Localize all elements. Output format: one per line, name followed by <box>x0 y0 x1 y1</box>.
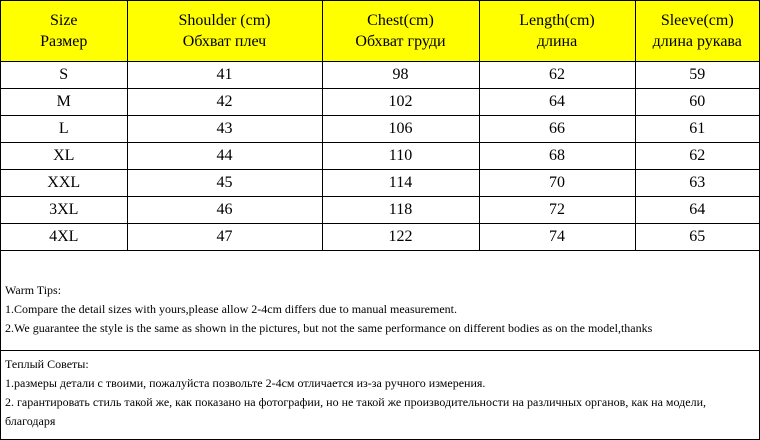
cell-length: 64 <box>479 89 635 116</box>
header-length-ru: длина <box>536 33 578 50</box>
cell-chest: 110 <box>322 143 479 170</box>
table-row <box>1 224 759 251</box>
cell-chest: 102 <box>322 89 479 116</box>
cell-length: 62 <box>479 62 635 89</box>
cell-length: 68 <box>479 143 635 170</box>
cell-size: L <box>1 116 127 143</box>
cell-size: S <box>1 62 127 89</box>
warm-tips-title: Warm Tips: <box>5 283 62 297</box>
header-shoulder-ru: Обхват плеч <box>182 33 267 50</box>
cell-sleeve: 64 <box>635 197 759 224</box>
cell-chest: 106 <box>322 116 479 143</box>
cell-sleeve: 65 <box>635 224 759 251</box>
cell-chest: 122 <box>322 224 479 251</box>
table-row <box>1 116 759 143</box>
cell-size: XXL <box>1 170 127 197</box>
cell-chest: 98 <box>322 62 479 89</box>
cell-chest: 114 <box>322 170 479 197</box>
header-size-en: Size <box>49 12 78 29</box>
warm-tip-ru-1: 1.размеры детали с твоими, пожалуйста позвольте 2-4см отличается из-за ручного измерения. <box>5 376 486 390</box>
warm-tip-1: 1.Compare the detail sizes with yours,please allow 2-4cm differs due to manual measurement. <box>5 302 457 316</box>
header-chest-en: Chest(cm) <box>367 12 434 29</box>
cell-length: 66 <box>479 116 635 143</box>
header-size <box>1 1 127 62</box>
header-length <box>479 1 635 62</box>
warm-tip-ru-2: 2. гарантировать стиль такой же, как показано на фотографии, но не такой же производительности на различных органов, как на модели, благодаря <box>5 395 706 428</box>
cell-sleeve: 63 <box>635 170 759 197</box>
cell-shoulder: 45 <box>127 170 322 197</box>
cell-size: 4XL <box>1 224 127 251</box>
cell-shoulder: 46 <box>127 197 322 224</box>
warm-tip-2: 2.We guarantee the style is the same as shown in the pictures, but not the same performance on different bodies as on the model,thanks <box>5 321 653 335</box>
header-chest <box>322 1 479 62</box>
warm-tips-ru <box>1 351 759 439</box>
cell-length: 72 <box>479 197 635 224</box>
cell-shoulder: 43 <box>127 116 322 143</box>
header-size-ru: Размер <box>40 33 88 50</box>
table-row <box>1 62 759 89</box>
cell-sleeve: 62 <box>635 143 759 170</box>
header-chest-ru: Обхват груди <box>355 33 446 50</box>
cell-length: 74 <box>479 224 635 251</box>
cell-shoulder: 41 <box>127 62 322 89</box>
header-sleeve <box>635 1 759 62</box>
cell-shoulder: 42 <box>127 89 322 116</box>
table-row <box>1 143 759 170</box>
header-shoulder <box>127 1 322 62</box>
warm-tips-ru-title: Теплый Советы: <box>5 357 89 371</box>
cell-size: M <box>1 89 127 116</box>
warm-tips-en <box>1 277 759 351</box>
table-row <box>1 197 759 224</box>
cell-size: XL <box>1 143 127 170</box>
cell-chest: 118 <box>322 197 479 224</box>
header-shoulder-en: Shoulder (cm) <box>178 12 271 29</box>
size-table <box>1 1 759 251</box>
header-length-en: Length(cm) <box>519 12 595 29</box>
cell-shoulder: 44 <box>127 143 322 170</box>
cell-sleeve: 60 <box>635 89 759 116</box>
cell-shoulder: 47 <box>127 224 322 251</box>
header-sleeve-ru: длина рукава <box>652 33 742 50</box>
table-row <box>1 89 759 116</box>
cell-sleeve: 61 <box>635 116 759 143</box>
table-row <box>1 170 759 197</box>
cell-size: 3XL <box>1 197 127 224</box>
header-sleeve-en: Sleeve(cm) <box>660 12 734 29</box>
table-header-row <box>1 1 759 62</box>
cell-sleeve: 59 <box>635 62 759 89</box>
cell-length: 70 <box>479 170 635 197</box>
